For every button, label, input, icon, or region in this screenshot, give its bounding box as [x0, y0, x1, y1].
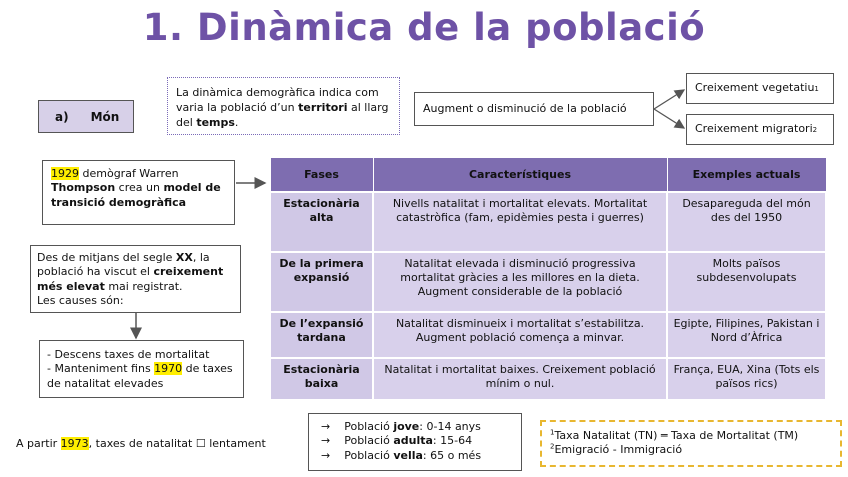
- footnote-2-text: Emigració - Immigració: [554, 443, 683, 457]
- phase-cell: Estacionària baixa: [270, 358, 373, 400]
- cause-1: - Descens taxes de mortalitat: [47, 348, 210, 361]
- apartir-text-2: , taxes de natalitat ☐ lentament: [88, 437, 266, 450]
- definition-text-3: .: [234, 115, 239, 129]
- age-group-name: adulta: [393, 434, 433, 448]
- arrow-to-vegetatiu: [654, 90, 684, 109]
- table-row: [270, 252, 826, 312]
- definition-bold-temps: temps: [196, 115, 235, 129]
- phase-cell: Estacionària alta: [270, 192, 373, 252]
- thompson-text-1: demògraf Warren: [79, 167, 179, 180]
- characteristics-cell: Natalitat elevada i disminució progressiva mortalitat gràcies a les millores en la dieta. Augment considerable de la població: [373, 252, 667, 312]
- age-range: : 65 o més: [422, 448, 482, 462]
- segle-text-3: mai registrat.: [104, 279, 183, 293]
- footnote-1: [550, 429, 832, 443]
- characteristics-cell: Natalitat disminueix i mortalitat s’estabilitza. Augment població comença a minvar.: [373, 312, 667, 358]
- thompson-text-2: crea un: [115, 181, 164, 195]
- augment-text: Augment o disminució de la població: [423, 101, 627, 115]
- creixement-migratori-text: Creixement migratori: [695, 122, 813, 136]
- age-range: : 15-64: [432, 434, 473, 448]
- cause-2-text-b: de taxes de natalitat elevades: [47, 362, 233, 390]
- examples-cell: França, EUA, Xina (Tots els països rics): [667, 358, 826, 400]
- arrow-icon: →: [321, 420, 331, 433]
- apartir-note: [16, 437, 266, 450]
- year-1973: 1973: [60, 437, 89, 450]
- apartir-text-1: A partir: [16, 437, 61, 450]
- list-item: [321, 449, 509, 463]
- segle-xx: XX: [175, 251, 193, 264]
- section-name: Món: [90, 109, 120, 124]
- segle-causes-label: Les causes són:: [37, 293, 124, 307]
- definition-bold-territori: territori: [298, 100, 348, 114]
- section-letter: a): [55, 109, 69, 124]
- year-1929: 1929: [51, 167, 79, 180]
- list-item: [321, 434, 509, 448]
- examples-cell: Desapareguda del món des del 1950: [667, 192, 826, 252]
- year-1970: 1970: [154, 362, 183, 376]
- table-row: [270, 358, 826, 400]
- characteristics-cell: Natalitat i mortalitat baixes. Creixement població mínim o nul.: [373, 358, 667, 400]
- list-item: [321, 420, 509, 434]
- segle-bold-creixement: creixement més elevat: [37, 265, 224, 293]
- footnote-2: [550, 443, 832, 457]
- age-label: Població: [344, 420, 394, 433]
- header-exemples: Exemples actuals: [667, 158, 826, 192]
- examples-cell: Egipte, Filipines, Pakistan i Nord d’Àfrica: [667, 312, 826, 358]
- footnote-1-num: 1: [550, 428, 555, 437]
- table-header-row: [270, 158, 826, 192]
- arrow-icon: →: [321, 434, 331, 448]
- thompson-model: model de transició demogràfica: [51, 181, 221, 209]
- creixement-vegetatiu-text: Creixement vegetatiu: [695, 81, 815, 95]
- creixement-vegetatiu-box: Creixement vegetatiu 1: [686, 73, 834, 104]
- footnotes-box: [540, 420, 842, 467]
- segle-text-2: , la població ha viscut el: [37, 251, 210, 279]
- age-group-name: vella: [393, 448, 423, 462]
- page-title: 1. Dinàmica de la població: [142, 6, 706, 49]
- footnote-2-num: 2: [550, 442, 555, 451]
- footnote-1-text: Taxa Natalitat (TN) ═ Taxa de Mortalitat (TM): [554, 429, 799, 442]
- transition-table: [269, 157, 827, 401]
- age-groups-box: [308, 413, 522, 471]
- age-label: Població: [344, 434, 394, 448]
- thompson-name: Thompson: [51, 181, 116, 195]
- header-fases: Fases: [270, 158, 373, 192]
- arrow-icon: →: [321, 448, 331, 462]
- cause-2-text-a: - Manteniment fins: [47, 362, 155, 376]
- definition-text-1: La dinàmica demogràfica indica com varia la població d’un: [176, 86, 379, 114]
- segle-text-1: Des de mitjans del segle: [37, 251, 176, 264]
- phase-cell: De l’expansió tardana: [270, 312, 373, 358]
- creixement-migratori-box: Creixement migratori 2: [686, 114, 834, 145]
- characteristics-cell: Nivells natalitat i mortalitat elevats. Mortalitat catastròfica (fam, epidèmies pesta i guerres): [373, 192, 667, 252]
- age-range: : 0-14 anys: [419, 420, 481, 433]
- phase-cell: De la primera expansió: [270, 252, 373, 312]
- definition-text-2: al llarg del: [176, 100, 389, 129]
- arrow-to-migratori: [654, 109, 684, 128]
- table-row: [270, 192, 826, 252]
- age-label: Població: [344, 448, 394, 462]
- header-caracteristiques: Característiques: [373, 158, 667, 192]
- table-row: [270, 312, 826, 358]
- age-group-name: jove: [393, 420, 420, 433]
- examples-cell: Molts països subdesenvolupats: [667, 252, 826, 312]
